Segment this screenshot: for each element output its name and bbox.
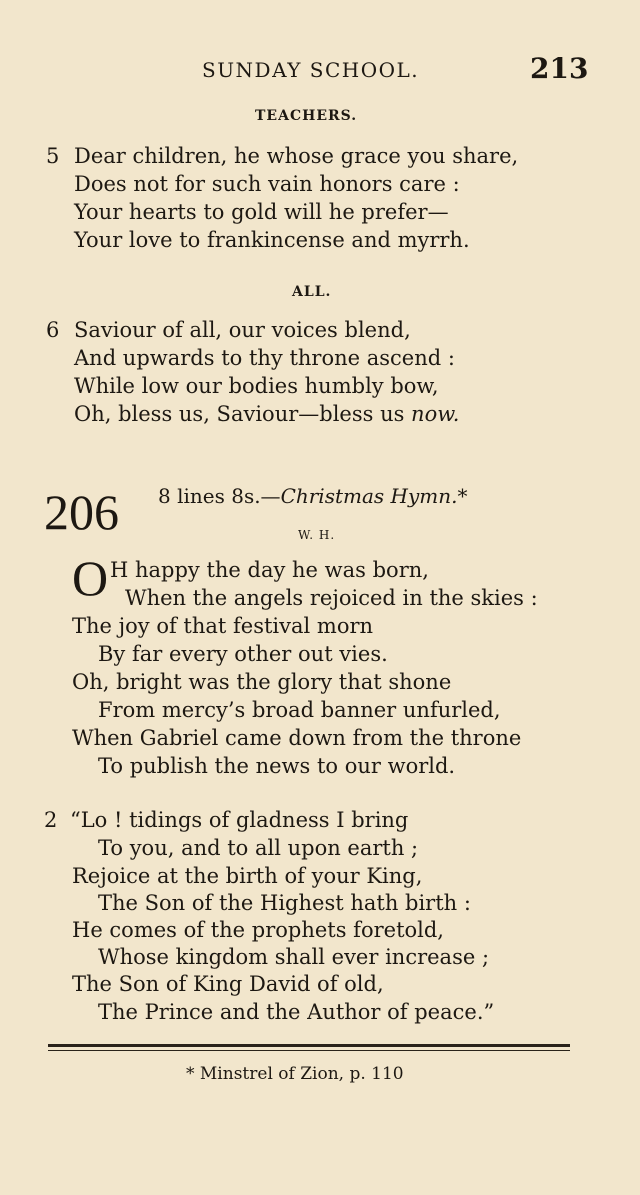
running-header-title: SUNDAY SCHOOL.: [202, 58, 420, 82]
verse-number-2: 2: [44, 808, 58, 832]
verse-line: From mercy’s broad banner unfurled,: [98, 698, 501, 722]
verse-line: H happy the day he was born,: [110, 558, 429, 582]
verse-line: “Lo ! tidings of gladness I bring: [70, 808, 409, 832]
footnote-marker: *: [457, 484, 468, 508]
tune-name: Christmas Hymn.: [280, 484, 458, 508]
verse-line: The joy of that festival morn: [72, 614, 374, 638]
verse-line: While low our bodies humbly bow,: [74, 374, 439, 398]
verse-line: And upwards to thy throne ascend :: [74, 346, 455, 370]
verse-line: Oh, bright was the glory that shone: [72, 670, 452, 694]
verse-line: Dear children, he whose grace you share,: [74, 144, 519, 168]
emphasis-now: now.: [411, 402, 460, 426]
verse-line: When Gabriel came down from the throne: [72, 726, 522, 750]
page-number: 213: [530, 52, 589, 85]
verse-line: Your love to frankincense and myrrh.: [74, 228, 470, 252]
verse-line: When the angels rejoiced in the skies :: [125, 586, 538, 610]
speaker-teachers: TEACHERS.: [255, 108, 358, 124]
verse-line: The Prince and the Author of peace.”: [98, 1000, 495, 1024]
verse-line: Saviour of all, our voices blend,: [74, 318, 411, 342]
hymn-number: 206: [44, 484, 119, 540]
footnote: * Minstrel of Zion, p. 110: [186, 1064, 404, 1084]
verse-line: To you, and to all upon earth ;: [98, 836, 419, 860]
verse-line: To publish the news to our world.: [98, 754, 456, 778]
footnote-rule-thin: [48, 1050, 570, 1051]
verse-number-6: 6: [46, 318, 60, 342]
verse-line: Rejoice at the birth of your King,: [72, 864, 423, 888]
verse-line: The Son of King David of old,: [72, 972, 384, 996]
verse-line: He comes of the prophets foretold,: [72, 918, 444, 942]
verse-line: [74, 402, 459, 426]
meter-text: 8 lines 8s.—: [158, 484, 281, 508]
hymn-author: W. H.: [298, 528, 336, 542]
speaker-all: ALL.: [292, 284, 332, 300]
footnote-rule: [48, 1044, 570, 1047]
hymn-meter: [158, 484, 467, 508]
verse-line: Your hearts to gold will he prefer—: [74, 200, 449, 224]
drop-cap: O: [72, 550, 109, 606]
verse-line: Whose kingdom shall ever increase ;: [98, 945, 490, 969]
verse-number-5: 5: [46, 144, 60, 168]
verse-line-text: Oh, bless us, Saviour—bless us: [74, 402, 412, 426]
verse-line: The Son of the Highest hath birth :: [98, 891, 471, 915]
verse-line: Does not for such vain honors care :: [74, 172, 460, 196]
verse-line: By far every other out vies.: [98, 642, 388, 666]
